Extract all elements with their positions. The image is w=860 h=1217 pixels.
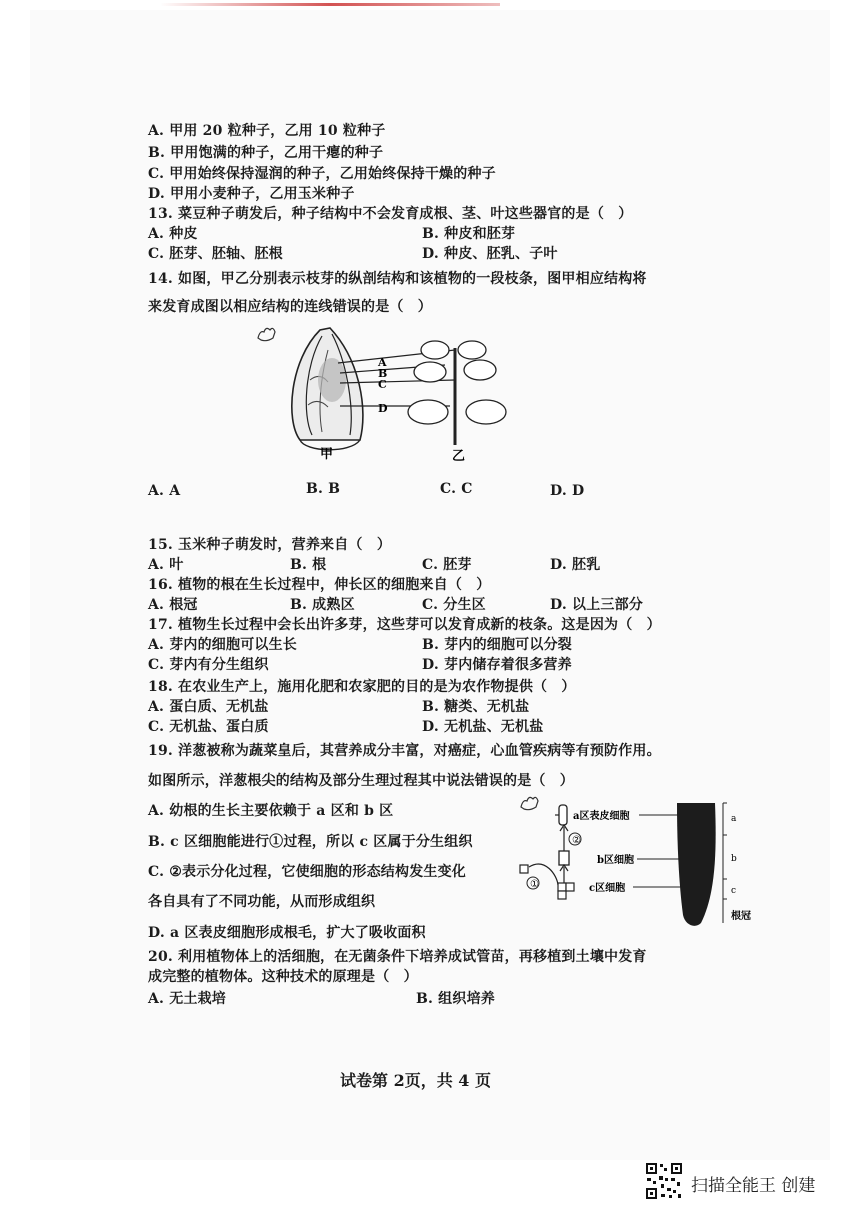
- q17-option-c: C. 芽内有分生组织: [148, 657, 269, 673]
- q20-stem-line2: 成完整的植物体。这种技术的原理是（ ）: [148, 969, 418, 985]
- q15-option-c: C. 胚芽: [422, 557, 472, 573]
- step1-label: ①: [530, 879, 539, 890]
- q16-stem: 16. 植物的根在生长过程中，伸长区的细胞来自（ ）: [148, 577, 491, 593]
- step2-label: ②: [572, 835, 581, 846]
- b-cell: [559, 851, 569, 865]
- fig-label-jia: 甲: [320, 447, 334, 462]
- fig-letter-a: A: [378, 356, 387, 369]
- q16-option-a: A. 根冠: [148, 597, 198, 613]
- root-tip-figure: [515, 795, 765, 930]
- c-cell-1: [558, 883, 566, 891]
- q20-option-a: A. 无土栽培: [148, 991, 227, 1007]
- q13-stem: 13. 菜豆种子萌发后，种子结构中不会发育成根、茎、叶这些器官的是（ ）: [148, 206, 633, 222]
- q17-option-a: A. 芽内的细胞可以生长: [148, 637, 298, 653]
- q15-option-a: A. 叶: [148, 557, 184, 573]
- scanner-watermark: [645, 1162, 845, 1202]
- q16-option-c: C. 分生区: [422, 597, 486, 613]
- q15-option-b: B. 根: [290, 557, 327, 573]
- fig-label-yi: 乙: [452, 449, 466, 464]
- q14-option-b: B. B: [306, 481, 341, 497]
- q18-option-a: A. 蛋白质、无机盐: [148, 699, 269, 715]
- q19-option-d: D. a 区表皮细胞形成根毛，扩大了吸收面积: [148, 925, 426, 941]
- q20-option-b: B. 组织培养: [416, 991, 495, 1007]
- q14-option-c: C. C: [440, 481, 473, 497]
- bud-branch-figure: [250, 320, 530, 465]
- fig-letter-b: B: [378, 367, 388, 380]
- q13-option-a: A. 种皮: [148, 226, 198, 242]
- q19-option-b: B. c 区细胞能进行①过程，所以 c 区属于分生组织: [148, 834, 473, 850]
- q12-option-a: A. 甲用 20 粒种子，乙用 10 粒种子: [148, 123, 386, 139]
- q19-stem-line1: 19. 洋葱被称为蔬菜皇后，其营养成分丰富，对癌症，心血管疾病等有预防作用。: [148, 743, 661, 759]
- q16-option-b: B. 成熟区: [290, 597, 355, 613]
- q13-option-b: B. 种皮和胚芽: [422, 226, 516, 242]
- c-cell-origin: [520, 865, 528, 873]
- zone-a-label: a: [731, 814, 737, 824]
- bud-section-jia: [292, 328, 363, 450]
- q14-option-a: A. A: [148, 483, 181, 499]
- q19-option-c-line2: 各自具有了不同功能，从而形成组织: [148, 894, 376, 910]
- q19-option-a: A. 幼根的生长主要依赖于 a 区和 b 区: [148, 803, 394, 819]
- q15-option-d: D. 胚乳: [550, 557, 601, 573]
- root-cap-label: 根冠: [731, 911, 751, 922]
- hand-mark-icon: [258, 328, 275, 340]
- c-cell-3: [558, 891, 566, 899]
- q14-stem-line1: 14. 如图，甲乙分别表示枝芽的纵剖结构和该植物的一段枝条，图甲相应结构将: [148, 271, 647, 287]
- q19-option-c-line1: C. ②表示分化过程，它使细胞的形态结构发生变化: [148, 864, 466, 880]
- q14-stem-line2: 来发育成图以相应结构的连线错误的是（ ）: [148, 299, 432, 315]
- q19-stem-line2: 如图所示，洋葱根尖的结构及部分生理过程其中说法错误的是（ ）: [148, 773, 574, 789]
- branch-yi: [408, 341, 506, 445]
- q17-stem: 17. 植物生长过程中会长出许多芽，这些芽可以发育成新的枝条。这是因为（ ）: [148, 617, 661, 633]
- q12-option-d: D. 甲用小麦种子，乙用玉米种子: [148, 186, 355, 202]
- q12-option-c: C. 甲用始终保持湿润的种子，乙用始终保持干燥的种子: [148, 166, 496, 182]
- q20-stem-line1: 20. 利用植物体上的活细胞，在无菌条件下培养成试管苗，再移植到土壤中发育: [148, 949, 647, 965]
- label-c-cell: c区细胞: [589, 883, 626, 894]
- q14-option-d: D. D: [550, 483, 585, 499]
- fig-letter-d: D: [378, 402, 388, 415]
- watermark-text: 扫描全能王 创建: [691, 1176, 816, 1196]
- qr-code-icon: [645, 1162, 683, 1200]
- label-b-cell: b区细胞: [597, 855, 634, 866]
- q18-stem: 18. 在农业生产上，施用化肥和农家肥的目的是为农作物提供（ ）: [148, 679, 576, 695]
- label-a-cell: a区表皮细胞: [573, 811, 630, 822]
- zone-b-label: b: [731, 854, 737, 864]
- fig-letter-c: C: [378, 378, 387, 391]
- q16-option-d: D. 以上三部分: [550, 597, 643, 613]
- c-cell-2: [566, 883, 574, 891]
- q18-option-b: B. 糖类、无机盐: [422, 699, 530, 715]
- a-epidermal-cell: [559, 805, 567, 825]
- zone-c-label: c: [731, 886, 737, 896]
- q17-option-b: B. 芽内的细胞可以分裂: [422, 637, 572, 653]
- top-red-line: [160, 3, 500, 6]
- hand-mark-icon: [521, 797, 538, 809]
- q13-option-d: D. 种皮、胚乳、子叶: [422, 246, 558, 262]
- q17-option-d: D. 芽内储存着很多营养: [422, 657, 572, 673]
- root-tip-body: [677, 803, 716, 926]
- q12-option-b: B. 甲用饱满的种子，乙用干瘪的种子: [148, 145, 384, 161]
- q18-option-d: D. 无机盐、无机盐: [422, 719, 544, 735]
- q15-stem: 15. 玉米种子萌发时，营养来自（ ）: [148, 537, 392, 553]
- q13-option-c: C. 胚芽、胚轴、胚根: [148, 246, 283, 262]
- page-footer: 试卷第 2页，共 4 页: [340, 1071, 491, 1090]
- q18-option-c: C. 无机盐、蛋白质: [148, 719, 269, 735]
